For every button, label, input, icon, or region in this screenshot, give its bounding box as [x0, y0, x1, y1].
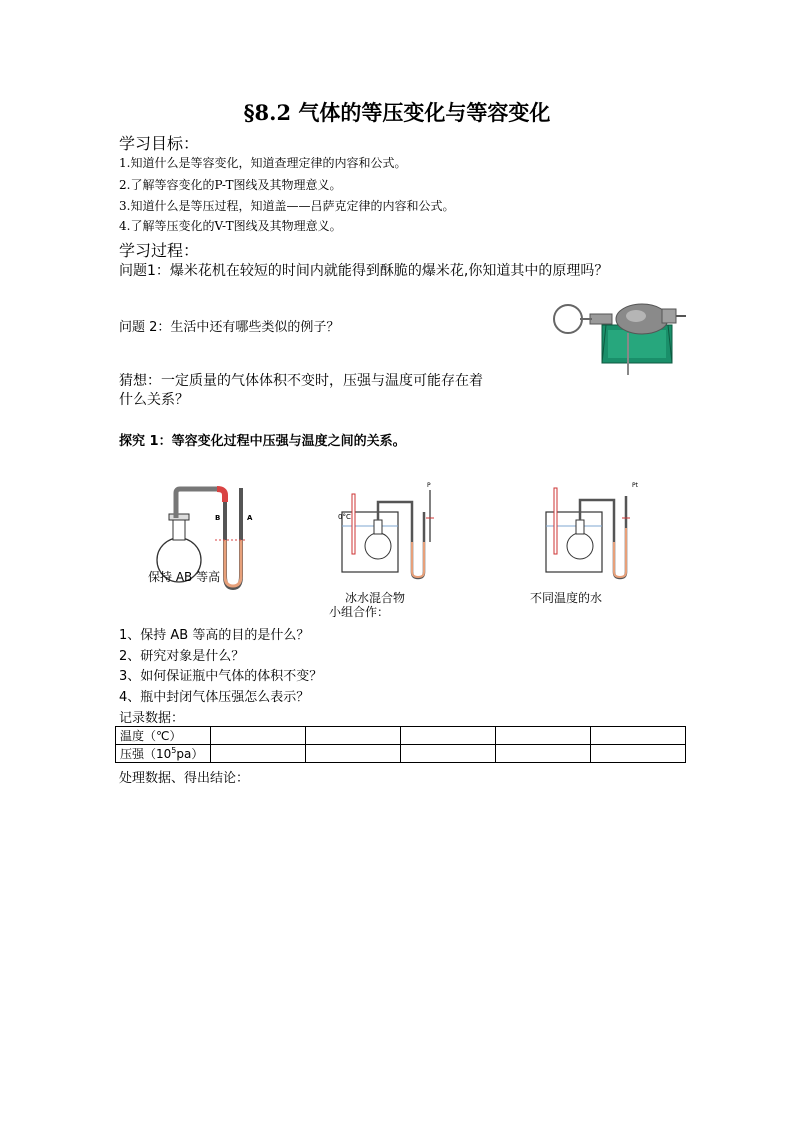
pressure-label [116, 745, 211, 763]
pressure-label-text: 压强（10 [120, 747, 172, 761]
table-cell[interactable] [306, 727, 401, 745]
table-cell[interactable] [401, 745, 496, 763]
apparatus-figure-2 [332, 482, 444, 582]
label-0c: 0°C [338, 513, 351, 521]
question-item: 1、保持 AB 等高的目的是什么？ [119, 628, 310, 643]
apparatus-figure-3 [538, 482, 650, 582]
pressure-label-exponent: 5 [171, 746, 177, 755]
objective-item: 1.知道什么是等容变化，知道查理定律的内容和公式。 [119, 156, 407, 170]
objective-item: 4.了解等压变化的V-T图线及其物理意义。 [119, 219, 342, 233]
question-1: 问题1：爆米花机在较短的时间内就能得到酥脆的爆米花,你知道其中的原理吗？ [119, 263, 609, 279]
label-a-1: A [247, 514, 253, 522]
explore-1-heading: 探究 1：等容变化过程中压强与温度之间的关系。 [119, 434, 406, 449]
table-cell[interactable] [306, 745, 401, 763]
temperature-label: 温度（℃） [116, 727, 211, 745]
question-2: 问题 2：生活中还有哪些类似的例子？ [119, 320, 340, 335]
objective-item: 2.了解等容变化的P-T图线及其物理意义。 [119, 178, 342, 192]
label-b-1: B [215, 514, 221, 522]
question-item: 4、瓶中封闭气体压强怎么表示？ [119, 690, 310, 705]
table-cell[interactable] [211, 745, 306, 763]
label-p: P [427, 482, 431, 489]
popcorn-machine-image [550, 297, 690, 377]
pressure-label-unit: pa） [176, 747, 204, 761]
table-cell[interactable] [591, 727, 686, 745]
question-item: 3、如何保证瓶中气体的体积不变？ [119, 669, 323, 684]
objective-item: 3.知道什么是等压过程，知道盖——吕萨克定律的内容和公式。 [119, 199, 455, 213]
figure-2-caption: 冰水混合物 [345, 591, 406, 605]
label-pt: Pt [632, 482, 638, 489]
table-row [116, 727, 686, 745]
record-heading: 记录数据： [119, 711, 185, 726]
overlap-text: 小组合作： [329, 605, 390, 619]
table-cell[interactable] [211, 727, 306, 745]
objectives-heading: 学习目标： [119, 134, 200, 153]
guess-line-2: 什么关系？ [119, 392, 189, 408]
table-cell[interactable] [591, 745, 686, 763]
table-cell[interactable] [496, 727, 591, 745]
conclusion-heading: 处理数据、得出结论： [119, 771, 250, 786]
table-cell[interactable] [401, 727, 496, 745]
guess-line-1: 猜想：一定质量的气体体积不变时，压强与温度可能存在着 [119, 373, 483, 389]
process-heading: 学习过程： [119, 241, 200, 260]
figure-3-caption: 不同温度的水 [530, 591, 603, 605]
record-table [115, 726, 686, 763]
question-item: 2、研究对象是什么？ [119, 649, 245, 664]
table-cell[interactable] [496, 745, 591, 763]
page-title: §8.2 气体的等压变化与等容变化 [243, 100, 551, 125]
table-row [116, 745, 686, 763]
figure-1-caption: 保持 AB 等高 [148, 570, 221, 584]
